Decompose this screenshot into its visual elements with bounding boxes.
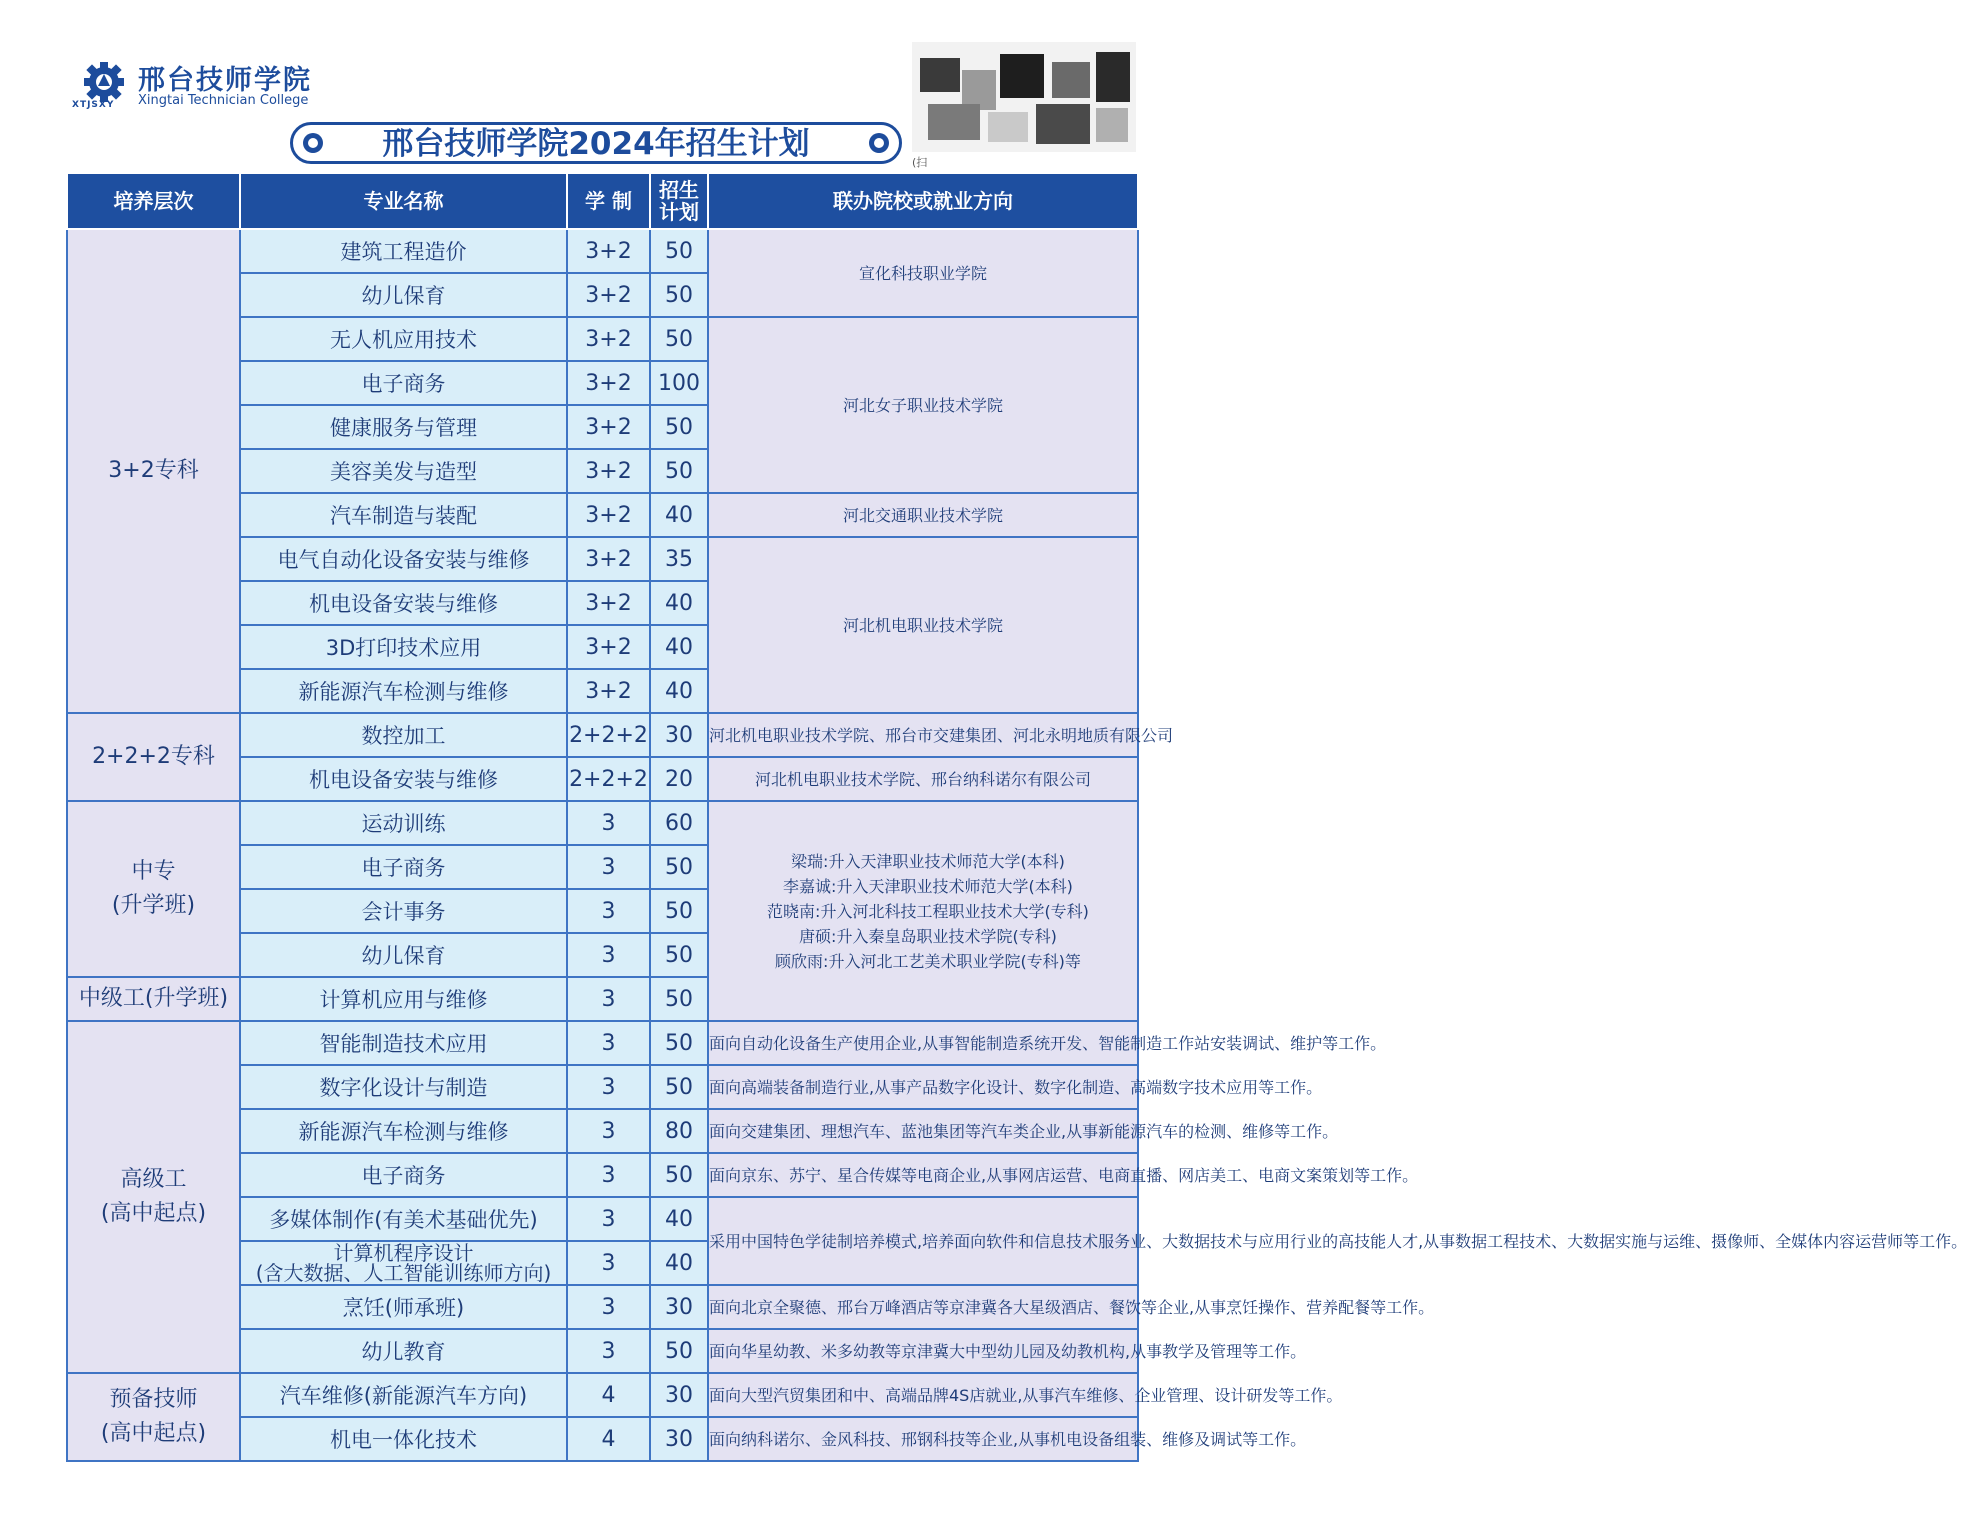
major-cell: 美容美发与造型 [240, 449, 567, 493]
major-cell: 汽车制造与装配 [240, 493, 567, 537]
quota-cell: 50 [650, 317, 708, 361]
college-logo [74, 56, 364, 116]
level-cell: 2+2+2专科 [67, 713, 240, 801]
quota-cell: 50 [650, 273, 708, 317]
major-cell: 机电设备安装与维修 [240, 757, 567, 801]
quota-cell: 50 [650, 889, 708, 933]
duration-cell: 3 [567, 1109, 650, 1153]
duration-cell: 3 [567, 801, 650, 845]
duration-cell: 3 [567, 845, 650, 889]
major-cell: 3D打印技术应用 [240, 625, 567, 669]
table-row [67, 801, 1138, 845]
duration-cell: 3 [567, 1153, 650, 1197]
quota-cell: 40 [650, 669, 708, 713]
duration-cell: 3+2 [567, 317, 650, 361]
direction-cell: 河北机电职业技术学院、邢台纳科诺尔有限公司 [708, 757, 1138, 801]
duration-cell: 3 [567, 1285, 650, 1329]
quota-cell: 30 [650, 1373, 708, 1417]
quota-cell: 30 [650, 1417, 708, 1461]
quota-cell: 40 [650, 581, 708, 625]
major-cell: 汽车维修(新能源汽车方向) [240, 1373, 567, 1417]
duration-cell: 3+2 [567, 581, 650, 625]
duration-cell: 2+2+2 [567, 713, 650, 757]
header-duration: 学 制 [567, 173, 650, 229]
quota-cell: 50 [650, 1021, 708, 1065]
quota-cell: 35 [650, 537, 708, 581]
duration-cell: 4 [567, 1417, 650, 1461]
duration-cell: 3 [567, 889, 650, 933]
student-line: 顾欣雨:升入河北工艺美术职业学院(专科)等 [775, 951, 1081, 971]
direction-cell: 面向北京全聚德、邢台万峰酒店等京津冀各大星级酒店、餐饮等企业,从事烹饪操作、营养配餐等工作。 [708, 1285, 1138, 1329]
header-quota: 招生计划 [650, 173, 708, 229]
student-line: 梁瑞:升入天津职业技术师范大学(本科) [791, 851, 1065, 871]
table-row [67, 1373, 1138, 1417]
major-cell: 幼儿教育 [240, 1329, 567, 1373]
page-title: 邢台技师学院2024年招生计划 [382, 126, 810, 162]
level-cell [67, 801, 240, 977]
duration-cell: 3 [567, 1329, 650, 1373]
quota-cell: 100 [650, 361, 708, 405]
student-line: 唐硕:升入秦皇岛职业技术学院(专科) [799, 926, 1057, 946]
duration-cell: 3 [567, 977, 650, 1021]
duration-cell: 3+2 [567, 669, 650, 713]
direction-cell: 面向京东、苏宁、星合传媒等电商企业,从事网店运营、电商直播、网店美工、电商文案策划等工作。 [708, 1153, 1138, 1197]
quota-cell: 60 [650, 801, 708, 845]
major-cell: 运动训练 [240, 801, 567, 845]
major-cell: 智能制造技术应用 [240, 1021, 567, 1065]
major-cell: 多媒体制作(有美术基础优先) [240, 1197, 567, 1241]
direction-cell: 面向纳科诺尔、金风科技、邢钢科技等企业,从事机电设备组装、维修及调试等工作。 [708, 1417, 1138, 1461]
student-line: 范晓南:升入河北科技工程职业技术大学(专科) [767, 901, 1089, 921]
direction-cell [708, 801, 1138, 1021]
major-cell: 幼儿保育 [240, 273, 567, 317]
header-major: 专业名称 [240, 173, 567, 229]
logo-english-name: Xingtai Technician College [138, 93, 309, 108]
major-cell: 建筑工程造价 [240, 229, 567, 273]
table-row [67, 713, 1138, 757]
direction-cell: 面向高端装备制造行业,从事产品数字化设计、数字化制造、高端数字技术应用等工作。 [708, 1065, 1138, 1109]
level-cell [67, 1021, 240, 1373]
major-cell: 新能源汽车检测与维修 [240, 1109, 567, 1153]
title-banner [290, 122, 902, 164]
duration-cell: 3+2 [567, 405, 650, 449]
direction-cell: 面向交建集团、理想汽车、蓝池集团等汽车类企业,从事新能源汽车的检测、维修等工作。 [708, 1109, 1138, 1153]
quota-cell: 30 [650, 713, 708, 757]
direction-cell: 河北机电职业技术学院 [708, 537, 1138, 713]
student-line: 李嘉诚:升入天津职业技术师范大学(本科) [783, 876, 1073, 896]
banner-dot-right-icon [869, 133, 889, 153]
quota-cell: 20 [650, 757, 708, 801]
quota-cell: 50 [650, 1153, 708, 1197]
major-cell: 电气自动化设备安装与维修 [240, 537, 567, 581]
major-cell: 机电一体化技术 [240, 1417, 567, 1461]
major-cell: 幼儿保育 [240, 933, 567, 977]
quota-cell: 50 [650, 229, 708, 273]
quota-cell: 80 [650, 1109, 708, 1153]
major-cell: 烹饪(师承班) [240, 1285, 567, 1329]
header-direction: 联办院校或就业方向 [708, 173, 1138, 229]
major-cell: 新能源汽车检测与维修 [240, 669, 567, 713]
major-cell: 健康服务与管理 [240, 405, 567, 449]
direction-cell: 面向大型汽贸集团和中、高端品牌4S店就业,从事汽车维修、企业管理、设计研发等工作。 [708, 1373, 1138, 1417]
direction-cell: 采用中国特色学徒制培养模式,培养面向软件和信息技术服务业、大数据技术与应用行业的高技能人才,从事数据工程技术、大数据实施与运维、摄像师、全媒体内容运营师等工作。 [708, 1197, 1138, 1285]
major-line1: 计算机程序设计 [333, 1241, 474, 1265]
major-cell [240, 1241, 567, 1285]
table-row [67, 1021, 1138, 1065]
level-line1: 高级工 [120, 1167, 187, 1192]
logo-chinese-name: 邢台技师学院 [138, 65, 312, 96]
major-cell: 电子商务 [240, 1153, 567, 1197]
banner-dot-left-icon [303, 133, 323, 153]
duration-cell: 3+2 [567, 229, 650, 273]
quota-cell: 40 [650, 1241, 708, 1285]
quota-cell: 50 [650, 1329, 708, 1373]
duration-cell: 3+2 [567, 625, 650, 669]
logo-abbreviation: XTJSXY [72, 100, 115, 110]
quota-cell: 50 [650, 845, 708, 889]
duration-cell: 4 [567, 1373, 650, 1417]
direction-cell: 宣化科技职业学院 [708, 229, 1138, 317]
major-cell: 数字化设计与制造 [240, 1065, 567, 1109]
direction-cell: 面向华星幼教、米多幼教等京津冀大中型幼儿园及幼教机构,从事教学及管理等工作。 [708, 1329, 1138, 1373]
level-line2: (高中起点) [100, 1201, 207, 1226]
major-cell: 计算机应用与维修 [240, 977, 567, 1021]
major-cell: 电子商务 [240, 361, 567, 405]
level-line1: 中专 [131, 859, 176, 884]
table-header-row [67, 173, 1138, 229]
major-cell: 数控加工 [240, 713, 567, 757]
level-cell: 中级工(升学班) [67, 977, 240, 1021]
duration-cell: 3 [567, 1197, 650, 1241]
duration-cell: 3 [567, 1065, 650, 1109]
major-cell: 机电设备安装与维修 [240, 581, 567, 625]
duration-cell: 3+2 [567, 493, 650, 537]
quota-cell: 50 [650, 933, 708, 977]
level-cell [67, 1373, 240, 1461]
duration-cell: 2+2+2 [567, 757, 650, 801]
major-cell: 无人机应用技术 [240, 317, 567, 361]
quota-cell: 40 [650, 493, 708, 537]
level-line2: (高中起点) [100, 1421, 207, 1446]
direction-cell: 河北交通职业技术学院 [708, 493, 1138, 537]
level-line1: 预备技师 [109, 1387, 198, 1412]
quota-cell: 40 [650, 1197, 708, 1241]
duration-cell: 3 [567, 933, 650, 977]
table-row [67, 229, 1138, 273]
qr-code-blurred [912, 42, 1136, 182]
duration-cell: 3+2 [567, 537, 650, 581]
quota-cell: 40 [650, 625, 708, 669]
direction-cell: 河北女子职业技术学院 [708, 317, 1138, 493]
duration-cell: 3 [567, 1241, 650, 1285]
major-cell: 会计事务 [240, 889, 567, 933]
quota-cell: 50 [650, 449, 708, 493]
quota-cell: 30 [650, 1285, 708, 1329]
qr-note: (扫 [912, 156, 928, 169]
level-cell: 3+2专科 [67, 229, 240, 713]
direction-cell: 面向自动化设备生产使用企业,从事智能制造系统开发、智能制造工作站安装调试、维护等工作。 [708, 1021, 1138, 1065]
quota-cell: 50 [650, 405, 708, 449]
duration-cell: 3+2 [567, 361, 650, 405]
level-line2: (升学班) [111, 893, 196, 918]
duration-cell: 3+2 [567, 273, 650, 317]
enrollment-plan-table [66, 172, 1967, 1462]
major-line2: (含大数据、人工智能训练师方向) [255, 1261, 552, 1285]
duration-cell: 3+2 [567, 449, 650, 493]
quota-cell: 50 [650, 1065, 708, 1109]
quota-cell: 50 [650, 977, 708, 1021]
direction-cell: 河北机电职业技术学院、邢台市交建集团、河北永明地质有限公司 [708, 713, 1138, 757]
duration-cell: 3 [567, 1021, 650, 1065]
major-cell: 电子商务 [240, 845, 567, 889]
header-level: 培养层次 [67, 173, 240, 229]
